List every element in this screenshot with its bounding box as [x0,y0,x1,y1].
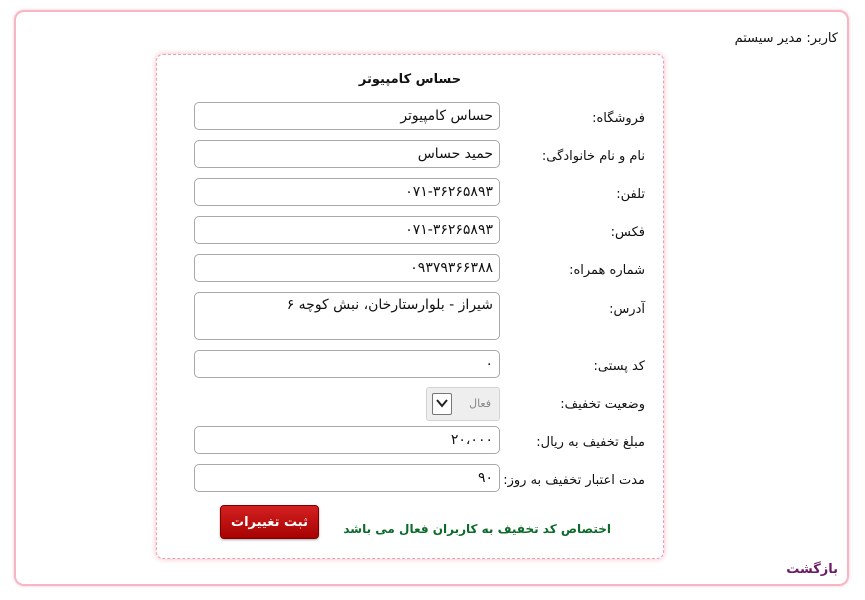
discount-days-input[interactable] [194,464,500,492]
postal-label: کد پستی: [593,359,645,374]
fax-label: فکس: [610,225,645,240]
address-textarea[interactable] [194,292,500,340]
back-link[interactable]: بازگشت [786,562,838,577]
mobile-label: شماره همراه: [569,263,645,278]
page-frame [14,10,849,586]
shop-label: فروشگاه: [592,111,645,126]
discount-days-label: مدت اعتبار تخفیف به روز: [503,473,645,488]
mobile-input[interactable] [194,254,500,282]
card-title: حساس کامپیوتر [358,72,462,87]
name-input[interactable] [194,140,500,168]
discount-amount-label: مبلغ تخفیف به ریال: [536,435,645,450]
discount-status-select[interactable] [426,387,500,421]
postal-code-input[interactable] [194,350,500,378]
fax-input[interactable] [194,216,500,244]
phone-input[interactable] [194,178,500,206]
phone-label: تلفن: [616,187,645,202]
discount-note: اختصاص کد تخفیف به کاربران فعال می باشد [343,522,611,536]
discount-amount-input[interactable] [194,426,500,454]
shop-input[interactable] [194,102,500,130]
current-user-label: کاربر: مدیر سیستم [734,31,838,46]
shop-edit-card [156,54,664,559]
name-label: نام و نام خانوادگی: [541,149,645,164]
chevron-down-icon[interactable] [432,393,452,415]
save-changes-button[interactable]: ثبت تغییرات [220,505,319,539]
discount-status-label: وضعیت تخفیف: [560,397,645,412]
discount-status-value: فعال [469,397,491,410]
address-label: آدرس: [609,302,645,317]
